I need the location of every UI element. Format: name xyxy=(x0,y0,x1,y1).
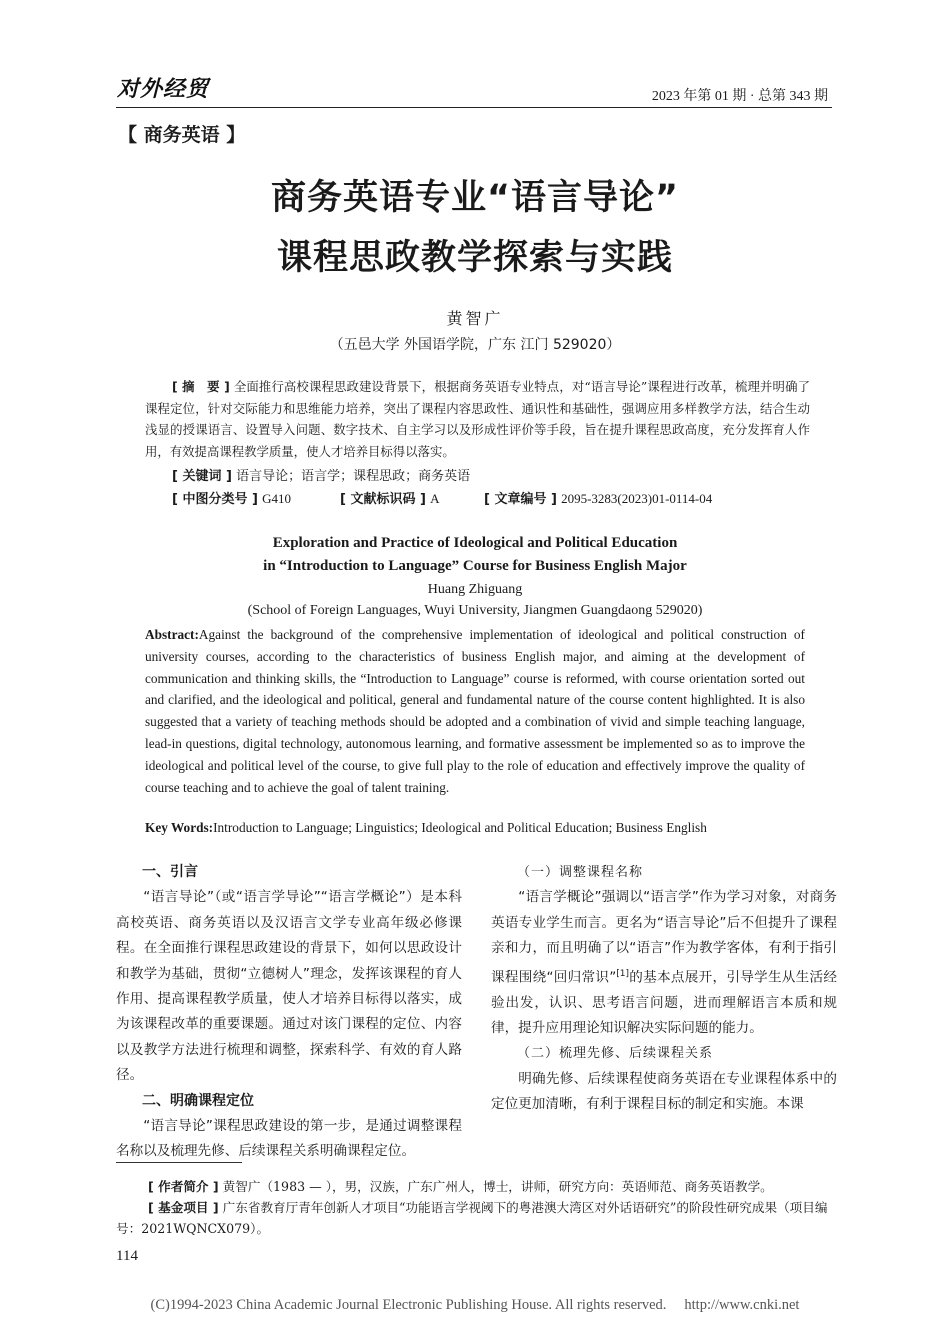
footer-url[interactable]: http://www.cnki.net xyxy=(684,1297,800,1313)
abstract-cn-text: 全面推行高校课程思政建设背景下，根据商务英语专业特点，对“语言导论”课程进行改革，梳理并明确了课程定位，针对交际能力和思维能力培养，突出了课程内容思政性、通识性和基础性，强调应用多样教学方法，结合生动浅显的授课语言、设置导入问题、数字技术、自主学习以及形成性评价等手段，旨在提升课程思政高度，充分发挥育人作用，有效提高课程教学质量，使人才培养目标得以落实。 xyxy=(145,379,810,459)
keywords-en-text: Introduction to Language; Linguistics; Ideological and Political Education; Business English xyxy=(213,820,707,835)
footnote-fund-label: [ 基金项目 ] xyxy=(148,1200,219,1215)
title-cn-line1: 商务英语专业“语言导论” xyxy=(270,178,679,218)
keywords-cn-text: 语言导论；语言学；课程思政；商务英语 xyxy=(236,469,471,484)
body-right-column xyxy=(491,860,837,1118)
keywords-cn xyxy=(172,465,470,484)
course-relation-paragraph: 明确先修、后续课程使商务英语在专业课程体系中的定位更加清晰，有利于课程目标的制定和实施。本课 xyxy=(491,1070,837,1113)
clc-value: G410 xyxy=(262,491,291,506)
issue-info: 2023 年第 01 期 · 总第 343 期 xyxy=(651,89,828,104)
citation-ref: [1] xyxy=(616,968,630,979)
page-number: 114 xyxy=(116,1248,138,1264)
keywords-cn-label: [ 关键词 ] xyxy=(172,469,232,484)
footnote-author xyxy=(148,1176,838,1197)
author-cn: 黄智广 xyxy=(446,309,504,328)
article-value: 2095-3283(2023)01-0114-04 xyxy=(561,491,713,506)
footnote-fund xyxy=(116,1197,838,1239)
subheading-course-relation: （二）梳理先修、后续课程关系 xyxy=(517,1046,714,1062)
classification-line xyxy=(172,488,291,507)
intro-paragraph: “语言导论”（或“语言学导论”“语言学概论”）是本科高校英语、商务英语以及汉语言文学专业高年级必修课程。在全面推行课程思政建设的背景下，如何以思政设计和教学为基础，贯彻“立德树人”理念，发挥该课程的育人作用、提高课程教学质量，使人才培养目标得以落实，成为该课程改革的重要课题。通过对该门课程的定位、内容以及教学方法进行梳理和调整，探索科学、有效的育人路径。 xyxy=(116,889,462,1084)
footnote-divider xyxy=(116,1162,242,1163)
abstract-en-label: Abstract: xyxy=(145,627,199,642)
course-name-paragraph xyxy=(491,885,837,1041)
abstract-cn-label: [ 摘 要 ] xyxy=(172,379,230,394)
abstract-en-text: Against the background of the comprehensive implementation of ideological and political construction of university courses, according to the characteristics of business English major, and aiming at the development of communication and thinking skills, the “Introduction to Language” course is reformed, with course orientation sorted out and clarified, and the ideological and political, general and fundamental nature of the course content highlighted. It is also suggested that a variety of teaching methods should be adopted and a combination of vivid and simple teaching language, lead-in questions, digital technology, autonomous learning, and formative assessment be implemented so as to improve the ideological and political level of the course, to give full play to the role of education and effectively improve the quality of course teaching and to achieve the goal of talent training. xyxy=(145,627,805,795)
title-en-line2: in “Introduction to Language” Course for Business English Major xyxy=(263,558,687,574)
affiliation-en: (School of Foreign Languages, Wuyi University, Jiangmen Guangdaong 529020) xyxy=(247,603,703,618)
journal-logo: 对外经贸 xyxy=(117,77,210,102)
article-number xyxy=(484,488,712,507)
footnote-author-label: [ 作者简介 ] xyxy=(148,1179,219,1194)
header-divider xyxy=(116,107,832,108)
title-cn-line2: 课程思政教学探索与实践 xyxy=(276,238,673,278)
article-label: [ 文章编号 ] xyxy=(484,492,557,507)
section-heading-intro: 一、引言 xyxy=(142,864,198,880)
section-tag: 【 商务英语 】 xyxy=(118,124,246,146)
footnote-author-text: 黄智广（1983 — ），男，汉族，广东广州人，博士，讲师，研究方向：英语师范、商务英语教学。 xyxy=(222,1179,773,1194)
doc-code xyxy=(340,488,439,507)
author-en: Huang Zhiguang xyxy=(427,582,523,597)
keywords-en-label: Key Words: xyxy=(145,820,214,835)
abstract-en xyxy=(145,624,805,798)
doc-label: [ 文献标识码 ] xyxy=(340,492,426,507)
title-en-line1: Exploration and Practice of Ideological and Political Education xyxy=(272,535,678,551)
body-left-column xyxy=(116,860,462,1165)
affiliation-cn: （五邑大学 外国语学院，广东 江门 529020） xyxy=(329,337,621,353)
course-name-text-post: 的基本点展开，引导学生从生活经验出发，认识、思考语言问题，进而理解语言本质和规律，提升应用理论知识解决实际问题的能力。 xyxy=(491,969,837,1036)
subheading-course-name: （一）调整课程名称 xyxy=(517,865,644,880)
abstract-cn xyxy=(145,376,810,462)
doc-value: A xyxy=(430,491,440,506)
positioning-paragraph: “语言导论”课程思政建设的第一步，是通过调整课程名称以及梳理先修、后续课程关系明确课程定位。 xyxy=(116,1118,462,1160)
copyright-footer xyxy=(0,1297,950,1314)
keywords-en xyxy=(145,820,707,836)
clc-label: [ 中图分类号 ] xyxy=(172,492,258,507)
footnote-fund-text: 广东省教育厅青年创新人才项目“功能语言学视阈下的粤港澳大湾区对外话语研究”的阶段性研究成果（项目编号：2021WQNCX079）。 xyxy=(116,1200,828,1236)
section-heading-positioning: 二、明确课程定位 xyxy=(142,1092,254,1109)
course-name-text-pre: “语言学概论”强调以“语言学”作为学习对象，对商务英语专业学生而言。更名为“语言导论”后不但提升了课程亲和力，而且明确了以“语言”作为教学客体，有利于指引课程围绕“回归常识” xyxy=(491,889,837,986)
copyright-text: (C)1994-2023 China Academic Journal Electronic Publishing House. All rights reserved. xyxy=(150,1297,667,1313)
